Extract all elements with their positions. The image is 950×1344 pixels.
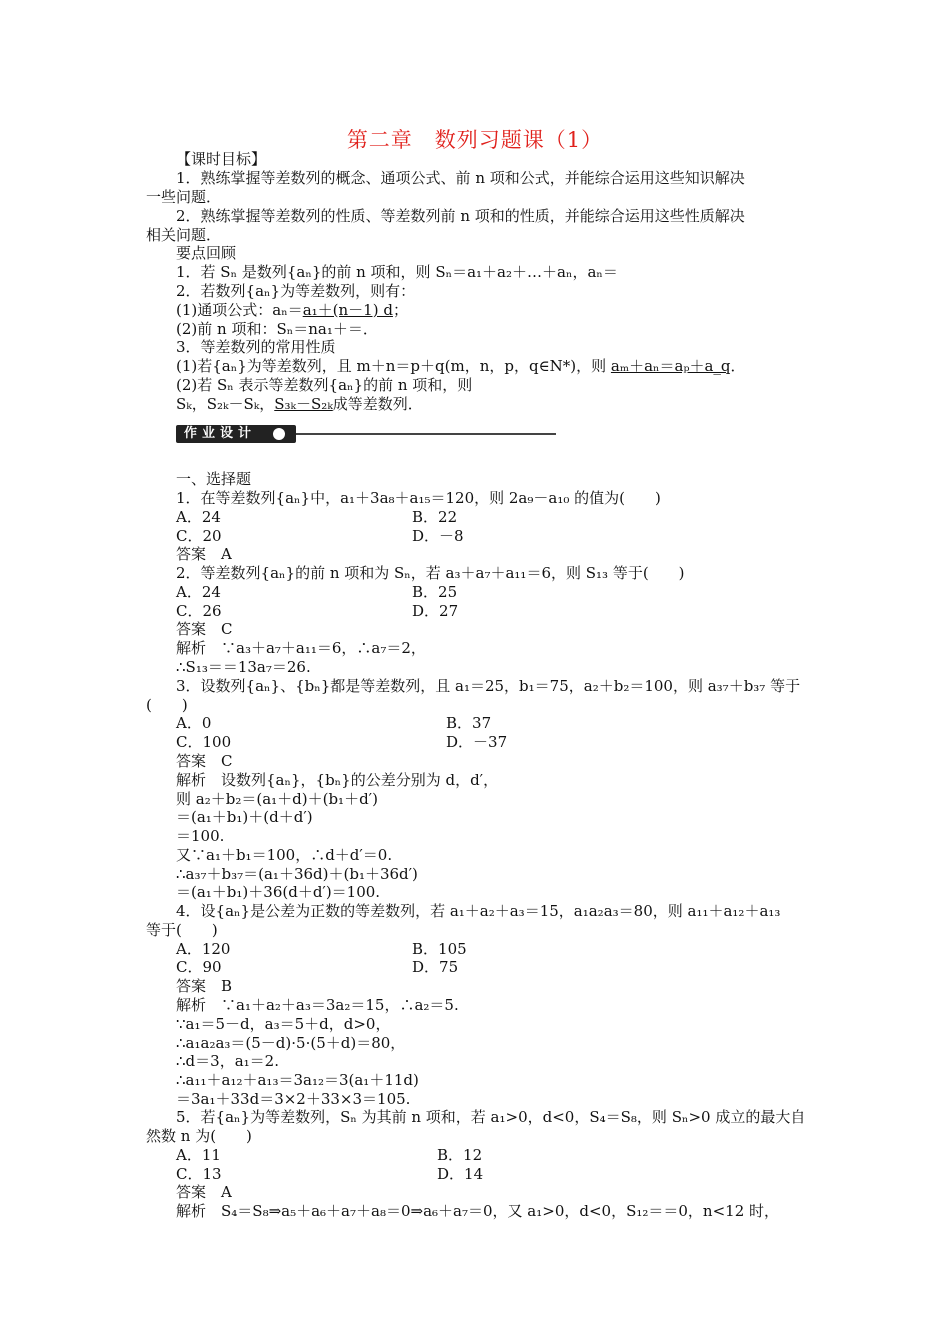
text-span: ． xyxy=(730,357,746,375)
answer: 答案 A xyxy=(176,1183,232,1201)
text-line: 一些问题． xyxy=(146,188,222,206)
text-line: (2)若 Sₙ 表示等差数列{aₙ}的前 n 项和，则 xyxy=(176,376,473,394)
answer: 答案 C xyxy=(176,620,233,638)
text-span: Sₖ，S₂ₖ－Sₖ， xyxy=(176,395,275,413)
option-a: A．11 xyxy=(176,1146,221,1164)
answer: 答案 B xyxy=(176,977,233,995)
solution-line: ＝(a₁＋b₁)＋(d＋d′) xyxy=(176,808,313,826)
question-4: 4．设{aₙ}是公差为正数的等差数列，若 a₁＋a₂＋a₃＝15，a₁a₂a₃＝80，则 a₁₁＋a₁₂＋a₁₃ xyxy=(176,902,781,920)
solution-line: ∴S₁₃＝＝13a₇＝26. xyxy=(176,658,311,676)
option-b: B．37 xyxy=(446,714,492,732)
bullet-dot-icon xyxy=(273,428,285,440)
option-a: A．0 xyxy=(176,714,212,732)
solution-line: ∴a₁a₂a₃＝(5－d)·5·(5＋d)＝80， xyxy=(176,1034,406,1052)
option-a: A．120 xyxy=(176,940,231,958)
solution-line: 解析 ∵a₁＋a₂＋a₃＝3a₂＝15，∴a₂＝5. xyxy=(176,996,459,1014)
review-heading: 要点回顾 xyxy=(176,244,237,262)
option-c: C．100 xyxy=(176,733,232,751)
option-b: B．12 xyxy=(437,1146,483,1164)
option-c: C．26 xyxy=(176,602,222,620)
underlined-formula: S₃ₖ－S₂ₖ xyxy=(274,395,333,413)
solution-line: ∵a₁＝5－d，a₃＝5＋d，d>0， xyxy=(176,1015,391,1033)
underlined-formula: a₁＋(n－1) d xyxy=(302,301,393,319)
text-span: (1)通项公式：aₙ＝ xyxy=(176,301,303,319)
text-line xyxy=(176,357,746,376)
section-heading: 一、选择题 xyxy=(176,470,252,488)
text-span: ； xyxy=(392,301,408,319)
answer: 答案 C xyxy=(176,752,233,770)
solution-line: 则 a₂＋b₂＝(a₁＋d)＋(b₁＋d′) xyxy=(176,790,378,808)
solution-line: ∴a₃₇＋b₃₇＝(a₁＋36d)＋(b₁＋36d′) xyxy=(176,865,418,883)
objectives-heading: 【课时目标】 xyxy=(176,150,267,168)
option-d: D．－8 xyxy=(412,527,464,545)
option-a: A．24 xyxy=(176,508,221,526)
page-title: 第二章 数列习题课（1） xyxy=(346,128,604,152)
option-c: C．90 xyxy=(176,958,222,976)
option-d: D．－37 xyxy=(446,733,508,751)
section-banner-text: 作业设计 xyxy=(184,426,257,441)
text-span: (1)若{aₙ}为等差数列，且 m＋n＝p＋q(m，n，p，q∈N*)，则 xyxy=(176,357,611,375)
question-3: 3．设数列{aₙ}、{bₙ}都是等差数列，且 a₁＝25，b₁＝75，a₂＋b₂＝100，则 a₃₇＋b₃₇ 等于 xyxy=(176,677,801,695)
text-span: 成等差数列． xyxy=(332,395,423,413)
solution-line: ＝(a₁＋b₁)＋36(d＋d′)＝100. xyxy=(176,883,381,901)
text-line: 2．若数列{aₙ}为等差数列，则有： xyxy=(176,282,416,300)
solution-line: ∴d＝3，a₁＝2. xyxy=(176,1052,279,1070)
option-b: B．22 xyxy=(412,508,458,526)
question-1: 1．在等差数列{aₙ}中，a₁＋3a₈＋a₁₅＝120，则 2a₉－a₁₀ 的值为( ) xyxy=(176,489,661,507)
option-b: B．105 xyxy=(412,940,467,958)
text-line xyxy=(176,395,423,414)
solution-line: 解析 S₄＝S₈⇒a₅＋a₆＋a₇＋a₈＝0⇒a₆＋a₇＝0，又 a₁>0，d<0，S₁₂＝＝0，n<12 时， xyxy=(176,1202,780,1220)
question-4-cont: 等于( ) xyxy=(146,921,218,939)
option-d: D．75 xyxy=(412,958,459,976)
text-line: (2)前 n 项和：Sₙ＝na₁＋＝． xyxy=(176,320,378,338)
option-b: B．25 xyxy=(412,583,458,601)
question-3-cont: ( ) xyxy=(146,696,188,714)
option-d: D．14 xyxy=(437,1165,484,1183)
question-5: 5．若{aₙ}为等差数列，Sₙ 为其前 n 项和，若 a₁>0，d<0，S₄＝S₈，则 Sₙ>0 成立的最大自 xyxy=(176,1108,806,1126)
text-line xyxy=(176,301,408,320)
answer: 答案 A xyxy=(176,545,232,563)
text-line: 相关问题． xyxy=(146,226,222,244)
text-line: 1．若 Sₙ 是数列{aₙ}的前 n 项和，则 Sₙ＝a₁＋a₂＋…＋aₙ，aₙ＝ xyxy=(176,263,618,281)
solution-line: ＝3a₁＋33d＝3×2＋33×3＝105. xyxy=(176,1090,411,1108)
underlined-formula: aₘ＋aₙ＝aₚ＋a_q xyxy=(610,357,731,375)
question-2: 2．等差数列{aₙ}的前 n 项和为 Sₙ，若 a₃＋a₇＋a₁₁＝6，则 S₁₃ 等于( ) xyxy=(176,564,685,582)
question-5-cont: 然数 n 为( ) xyxy=(146,1127,252,1145)
text-line: 2．熟练掌握等差数列的性质、等差数列前 n 项和的性质，并能综合运用这些性质解决 xyxy=(176,207,745,225)
solution-line: ＝100. xyxy=(176,827,225,845)
solution-line: 又∵a₁＋b₁＝100，∴d＋d′＝0. xyxy=(176,846,393,864)
text-line: 1．熟练掌握等差数列的概念、通项公式、前 n 项和公式，并能综合运用这些知识解决 xyxy=(176,169,745,187)
solution-line: 解析 ∵a₃＋a₇＋a₁₁＝6，∴a₇＝2， xyxy=(176,639,426,657)
solution-line: ∴a₁₁＋a₁₂＋a₁₃＝3a₁₂＝3(a₁＋11d) xyxy=(176,1071,419,1089)
option-c: C．13 xyxy=(176,1165,222,1183)
section-banner xyxy=(176,425,556,443)
option-d: D．27 xyxy=(412,602,459,620)
solution-line: 解析 设数列{aₙ}，{bₙ}的公差分别为 d，d′， xyxy=(176,771,499,789)
option-c: C．20 xyxy=(176,527,222,545)
option-a: A．24 xyxy=(176,583,221,601)
text-line: 3．等差数列的常用性质 xyxy=(176,338,336,356)
section-rule xyxy=(296,433,556,435)
